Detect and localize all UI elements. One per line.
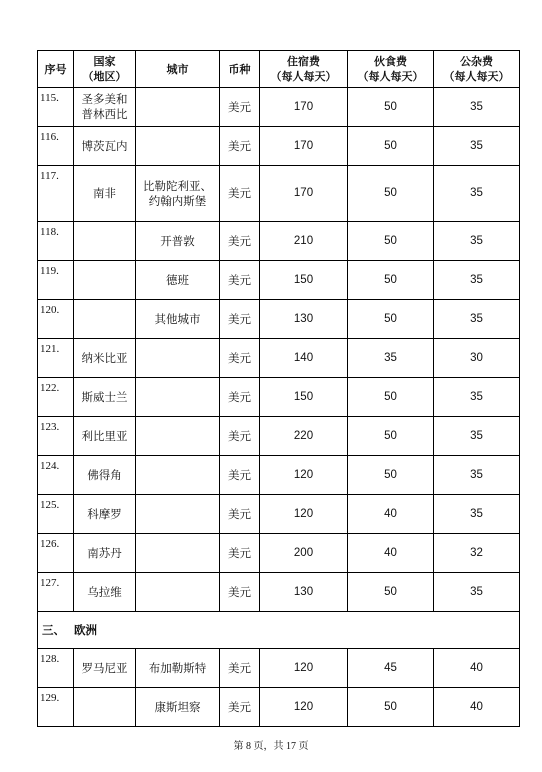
row-currency: 美元 — [220, 222, 260, 261]
row-misc: 35 — [434, 417, 520, 456]
row-lodging: 120 — [260, 456, 348, 495]
table-row — [38, 649, 520, 688]
row-currency: 美元 — [220, 534, 260, 573]
row-seq: 126. — [38, 534, 74, 573]
row-seq: 129. — [38, 688, 74, 727]
row-food: 50 — [348, 417, 434, 456]
header-seq: 序号 — [38, 51, 74, 88]
row-country: 南非 — [74, 166, 136, 222]
table-row — [38, 688, 520, 727]
row-currency: 美元 — [220, 688, 260, 727]
row-misc: 35 — [434, 573, 520, 612]
row-lodging: 170 — [260, 88, 348, 127]
row-city: 康斯坦察 — [136, 688, 220, 727]
row-city — [136, 495, 220, 534]
row-country: 科摩罗 — [74, 495, 136, 534]
allowance-table — [37, 50, 520, 727]
row-country — [74, 261, 136, 300]
table-row — [38, 339, 520, 378]
row-city: 布加勒斯特 — [136, 649, 220, 688]
row-lodging: 170 — [260, 127, 348, 166]
table-row — [38, 88, 520, 127]
row-seq: 127. — [38, 573, 74, 612]
row-city: 德班 — [136, 261, 220, 300]
section-number: 三、 — [42, 622, 65, 637]
header-city: 城市 — [136, 51, 220, 88]
table-row — [38, 456, 520, 495]
row-seq: 121. — [38, 339, 74, 378]
row-misc: 35 — [434, 456, 520, 495]
row-seq: 125. — [38, 495, 74, 534]
header-food — [348, 51, 434, 88]
row-seq: 120. — [38, 300, 74, 339]
table-row — [38, 495, 520, 534]
row-lodging: 130 — [260, 300, 348, 339]
row-lodging: 120 — [260, 649, 348, 688]
row-seq: 115. — [38, 88, 74, 127]
row-city — [136, 573, 220, 612]
row-food: 50 — [348, 300, 434, 339]
row-country — [74, 222, 136, 261]
row-city: 开普敦 — [136, 222, 220, 261]
table-row — [38, 222, 520, 261]
row-misc: 35 — [434, 88, 520, 127]
row-currency: 美元 — [220, 649, 260, 688]
row-lodging: 120 — [260, 495, 348, 534]
row-food: 45 — [348, 649, 434, 688]
row-lodging: 130 — [260, 573, 348, 612]
table-row — [38, 300, 520, 339]
row-food: 50 — [348, 688, 434, 727]
row-currency: 美元 — [220, 417, 260, 456]
header-country — [74, 51, 136, 88]
row-country — [74, 688, 136, 727]
table-row — [38, 127, 520, 166]
row-lodging: 150 — [260, 378, 348, 417]
row-currency: 美元 — [220, 127, 260, 166]
row-misc: 35 — [434, 261, 520, 300]
row-seq: 124. — [38, 456, 74, 495]
row-currency: 美元 — [220, 166, 260, 222]
row-city — [136, 417, 220, 456]
row-country: 斯威士兰 — [74, 378, 136, 417]
row-seq: 128. — [38, 649, 74, 688]
row-seq: 119. — [38, 261, 74, 300]
table-header-row — [38, 51, 520, 88]
table-row — [38, 417, 520, 456]
header-misc-line1: 公杂费 — [460, 55, 493, 68]
row-misc: 35 — [434, 378, 520, 417]
row-misc: 32 — [434, 534, 520, 573]
header-lodging — [260, 51, 348, 88]
row-misc: 35 — [434, 127, 520, 166]
row-misc: 35 — [434, 166, 520, 222]
row-lodging: 170 — [260, 166, 348, 222]
row-city — [136, 339, 220, 378]
header-country-line2: （地区） — [82, 70, 127, 83]
header-food-line1: 伙食费 — [374, 55, 407, 68]
header-currency: 币种 — [220, 51, 260, 88]
allowance-table-container — [37, 50, 519, 727]
row-currency: 美元 — [220, 88, 260, 127]
row-food: 50 — [348, 222, 434, 261]
row-currency: 美元 — [220, 378, 260, 417]
table-row — [38, 261, 520, 300]
row-misc: 40 — [434, 649, 520, 688]
header-lodging-line1: 住宿费 — [287, 55, 320, 68]
row-food: 50 — [348, 456, 434, 495]
table-row — [38, 573, 520, 612]
row-food: 50 — [348, 88, 434, 127]
row-seq: 117. — [38, 166, 74, 222]
row-currency: 美元 — [220, 456, 260, 495]
row-food: 35 — [348, 339, 434, 378]
section-row-europe — [38, 612, 520, 649]
row-country: 圣多美和普林西比 — [74, 88, 136, 127]
section-title: 欧洲 — [74, 622, 97, 637]
row-food: 50 — [348, 261, 434, 300]
header-country-line1: 国家 — [93, 55, 116, 68]
row-food: 50 — [348, 127, 434, 166]
row-food: 50 — [348, 573, 434, 612]
row-currency: 美元 — [220, 495, 260, 534]
row-city — [136, 378, 220, 417]
row-city — [136, 88, 220, 127]
row-seq: 118. — [38, 222, 74, 261]
row-city — [136, 127, 220, 166]
row-food: 50 — [348, 166, 434, 222]
row-city — [136, 456, 220, 495]
row-lodging: 220 — [260, 417, 348, 456]
header-food-line2: （每人每天） — [357, 70, 424, 83]
row-lodging: 150 — [260, 261, 348, 300]
row-lodging: 140 — [260, 339, 348, 378]
row-food: 40 — [348, 495, 434, 534]
row-country: 罗马尼亚 — [74, 649, 136, 688]
row-misc: 30 — [434, 339, 520, 378]
row-city — [136, 534, 220, 573]
row-currency: 美元 — [220, 339, 260, 378]
row-lodging: 200 — [260, 534, 348, 573]
row-misc: 35 — [434, 495, 520, 534]
row-country: 佛得角 — [74, 456, 136, 495]
row-country: 南苏丹 — [74, 534, 136, 573]
row-currency: 美元 — [220, 573, 260, 612]
header-misc-line2: （每人每天） — [443, 70, 510, 83]
section-heading — [38, 612, 520, 649]
row-country: 博茨瓦内 — [74, 127, 136, 166]
page-footer: 第 8 页，共 17 页 — [233, 741, 309, 752]
row-seq: 116. — [38, 127, 74, 166]
row-country: 纳米比亚 — [74, 339, 136, 378]
row-misc: 40 — [434, 688, 520, 727]
row-country: 乌拉维 — [74, 573, 136, 612]
row-city: 其他城市 — [136, 300, 220, 339]
table-row — [38, 166, 520, 222]
row-food: 40 — [348, 534, 434, 573]
header-lodging-line2: （每人每天） — [270, 70, 337, 83]
row-city: 比勒陀利亚、约翰内斯堡 — [136, 166, 220, 222]
row-country: 利比里亚 — [74, 417, 136, 456]
table-row — [38, 534, 520, 573]
row-lodging: 120 — [260, 688, 348, 727]
row-seq: 122. — [38, 378, 74, 417]
row-misc: 35 — [434, 300, 520, 339]
row-currency: 美元 — [220, 261, 260, 300]
row-lodging: 210 — [260, 222, 348, 261]
row-food: 50 — [348, 378, 434, 417]
table-row — [38, 378, 520, 417]
row-misc: 35 — [434, 222, 520, 261]
row-seq: 123. — [38, 417, 74, 456]
row-country — [74, 300, 136, 339]
header-misc — [434, 51, 520, 88]
row-currency: 美元 — [220, 300, 260, 339]
